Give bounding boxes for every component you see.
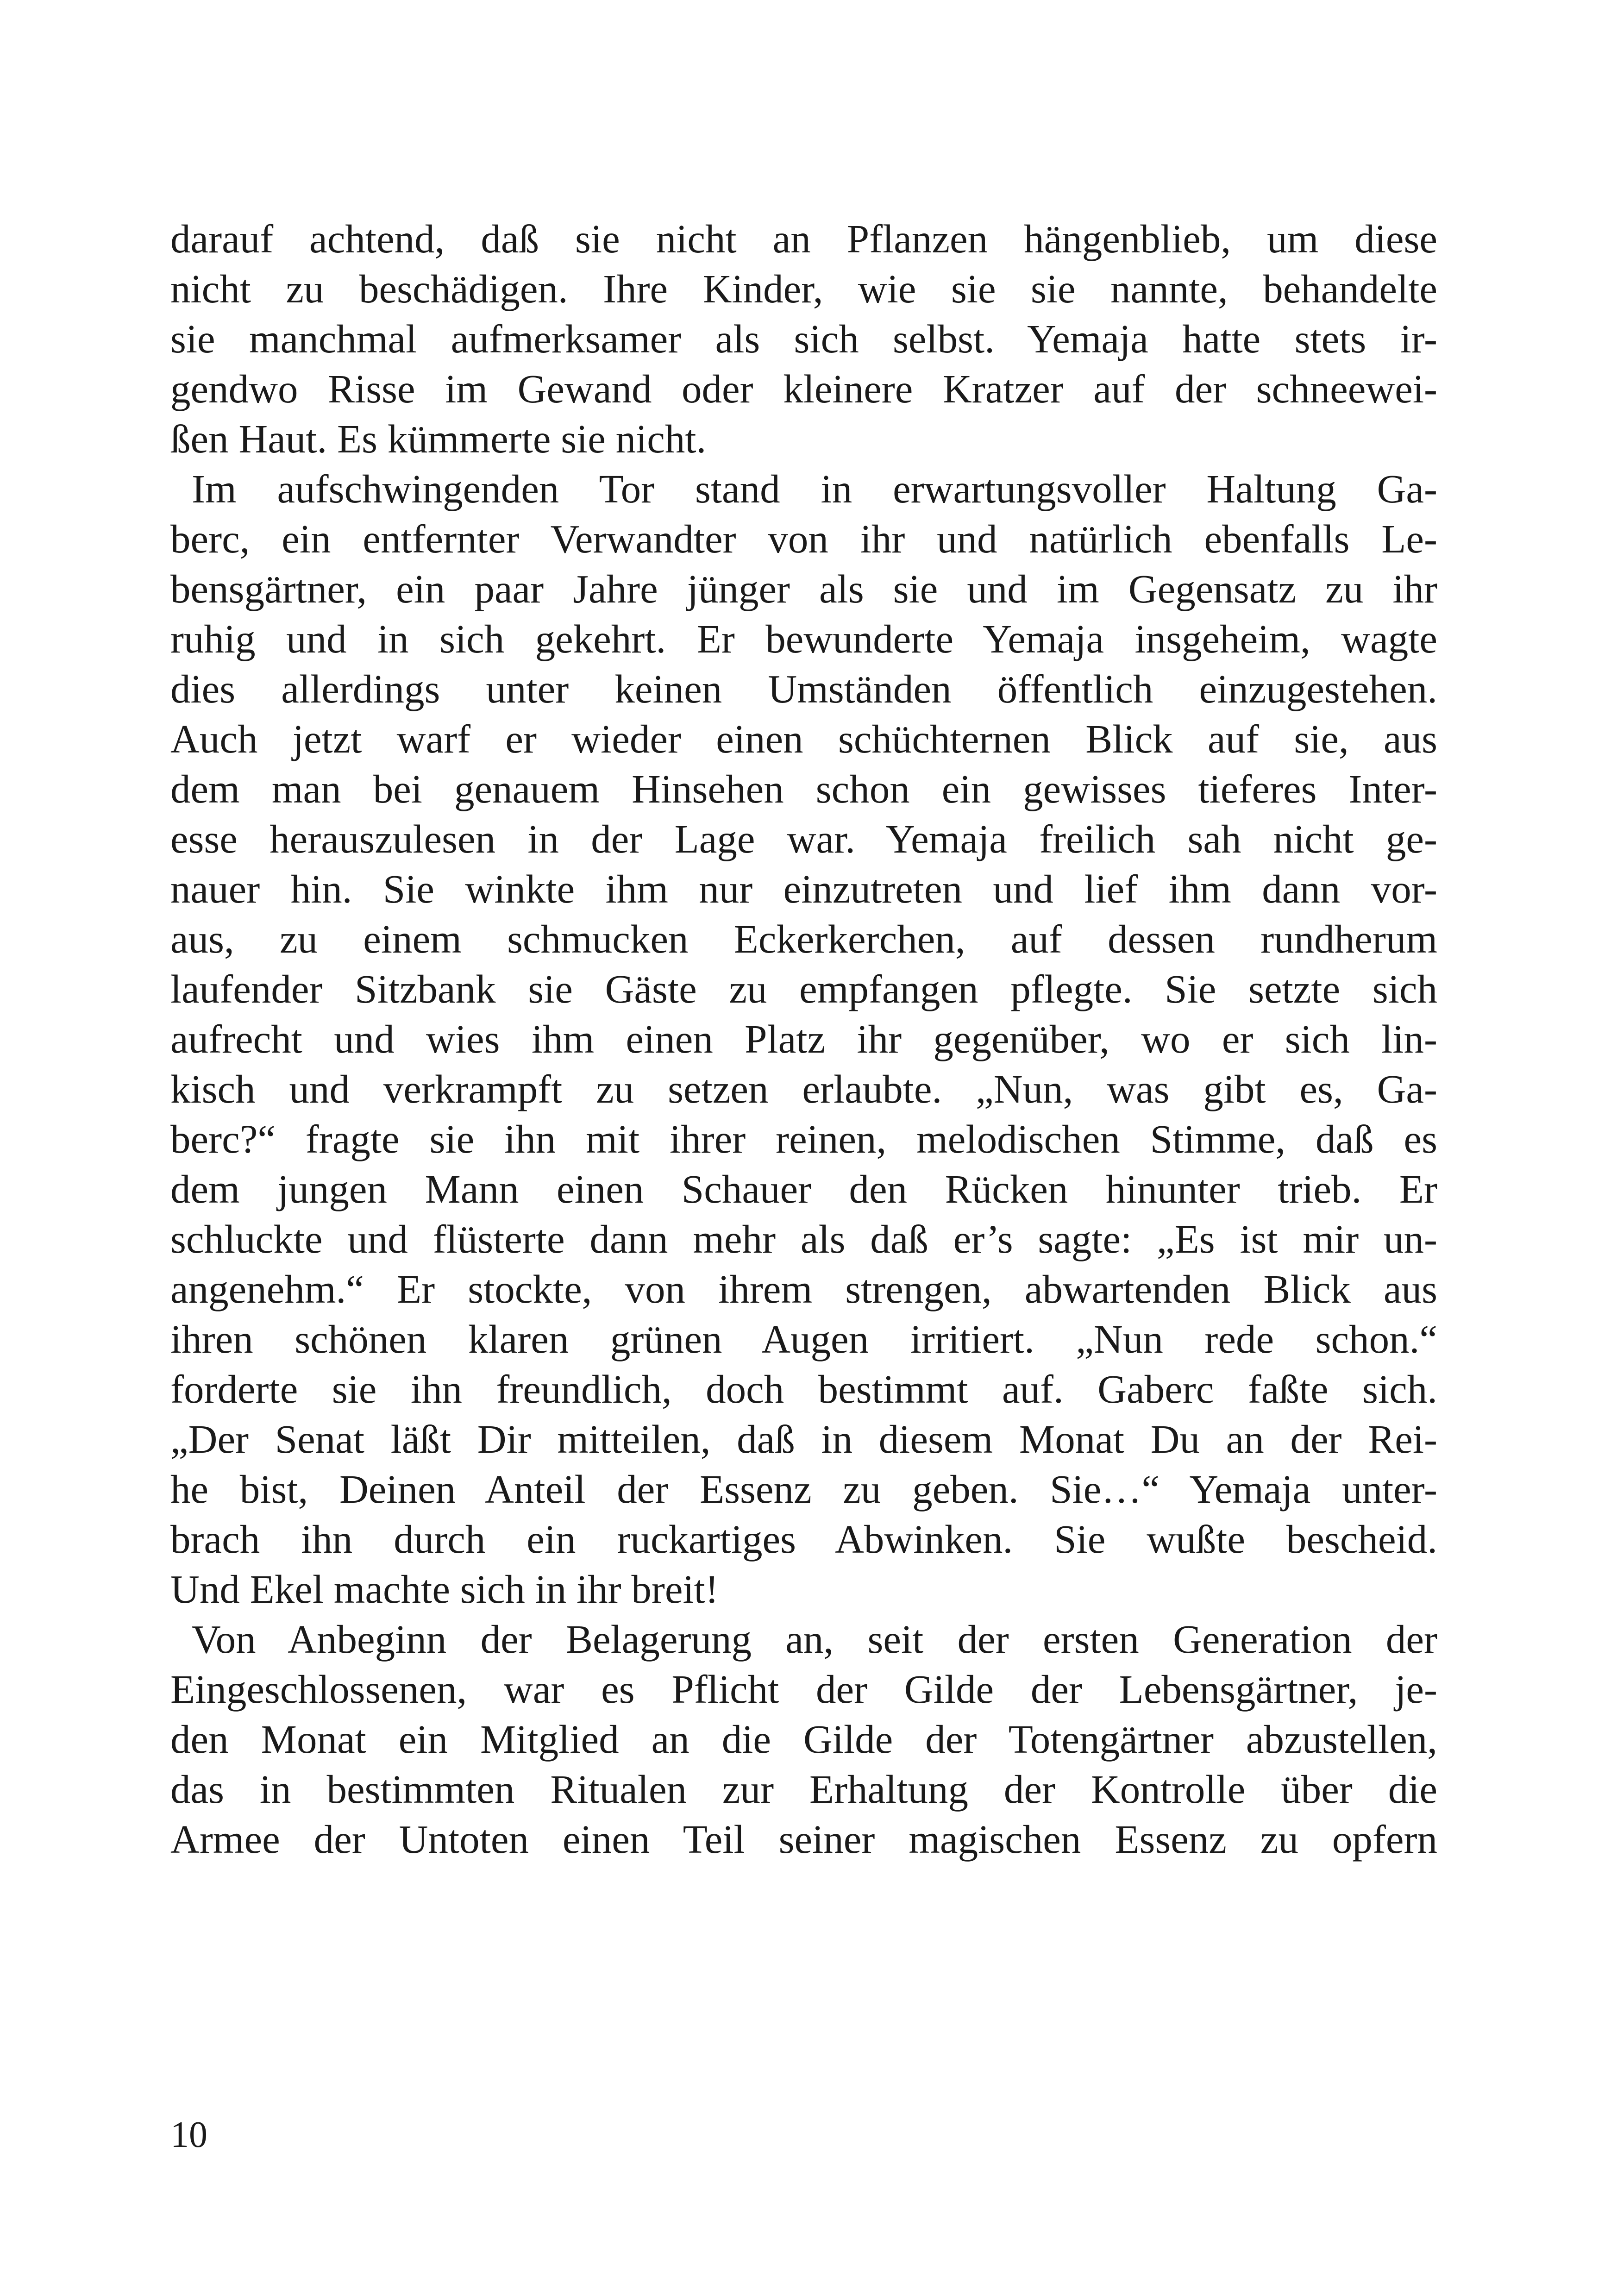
text-line: forderte sie ihn freundlich, doch bestimmt auf. Gaberc faßte sich. (170, 1367, 1437, 1411)
text-line: gendwo Risse im Gewand oder kleinere Kratzer auf der schneewei- (170, 366, 1437, 411)
text-line: darauf achtend, daß sie nicht an Pflanzen hängenblieb, um diese (170, 216, 1437, 261)
text-line: kisch und verkrampft zu setzen erlaubte. „Nun, was gibt es, Ga- (170, 1066, 1437, 1111)
text-line: aus, zu einem schmucken Eckerkerchen, auf dessen rundherum (170, 916, 1437, 961)
text-line: ßen Haut. Es kümmerte sie nicht. (170, 416, 707, 461)
paragraph (170, 214, 1437, 464)
text-line: „Der Senat läßt Dir mitteilen, daß in diesem Monat Du an der Rei- (170, 1417, 1437, 1462)
text-line: nauer hin. Sie winkte ihm nur einzutreten und lief ihm dann vor- (170, 866, 1437, 911)
text-line: bensgärtner, ein paar Jahre jünger als sie und im Gegensatz zu ihr (170, 566, 1437, 611)
text-line: laufender Sitzbank sie Gäste zu empfangen pflegte. Sie setzte sich (170, 966, 1437, 1011)
text-line: dem man bei genauem Hinsehen schon ein gewisses tieferes Inter- (170, 766, 1437, 811)
text-line: dem jungen Mann einen Schauer den Rücken hinunter trieb. Er (170, 1167, 1437, 1211)
text-line: ihren schönen klaren grünen Augen irritiert. „Nun rede schon.“ (170, 1317, 1437, 1361)
text-line: aufrecht und wies ihm einen Platz ihr gegenüber, wo er sich lin- (170, 1016, 1437, 1061)
text-line: dies allerdings unter keinen Umständen öffentlich einzugestehen. (170, 666, 1437, 711)
text-line: angenehm.“ Er stockte, von ihrem strengen, abwartenden Blick aus (170, 1267, 1437, 1311)
text-line: he bist, Deinen Anteil der Essenz zu geben. Sie…“ Yemaja unter- (170, 1467, 1437, 1512)
text-line: berc?“ fragte sie ihn mit ihrer reinen, melodischen Stimme, daß es (170, 1117, 1437, 1161)
text-line: ruhig und in sich gekehrt. Er bewunderte Yemaja insgeheim, wagte (170, 616, 1437, 661)
text-line: Armee der Untoten einen Teil seiner magischen Essenz zu opfern (170, 1817, 1437, 1862)
paragraph (170, 1614, 1437, 1864)
text-line: sie manchmal aufmerksamer als sich selbst. Yemaja hatte stets ir- (170, 316, 1437, 361)
text-line: nicht zu beschädigen. Ihre Kinder, wie sie sie nannte, behandelte (170, 266, 1437, 311)
body-text (170, 214, 1437, 1864)
text-line: brach ihn durch ein ruckartiges Abwinken. Sie wußte bescheid. (170, 1517, 1437, 1562)
text-line: den Monat ein Mitglied an die Gilde der Totengärtner abzustellen, (170, 1717, 1437, 1762)
text-line: berc, ein entfernter Verwandter von ihr und natürlich ebenfalls Le- (170, 516, 1437, 561)
text-line: esse herauszulesen in der Lage war. Yemaja freilich sah nicht ge- (170, 816, 1437, 861)
text-line: Eingeschlossenen, war es Pflicht der Gilde der Lebensgärtner, je- (170, 1667, 1437, 1712)
text-line: Von Anbeginn der Belagerung an, seit der ersten Generation der (192, 1617, 1437, 1662)
text-line: Im aufschwingenden Tor stand in erwartungsvoller Haltung Ga- (192, 466, 1437, 511)
paragraph (170, 464, 1437, 1614)
text-line: schluckte und flüsterte dann mehr als daß er’s sagte: „Es ist mir un- (170, 1217, 1437, 1261)
text-line: Auch jetzt warf er wieder einen schüchternen Blick auf sie, aus (170, 716, 1437, 761)
page-number: 10 (170, 2114, 207, 2155)
text-line: das in bestimmten Ritualen zur Erhaltung der Kontrolle über die (170, 1767, 1437, 1812)
text-line: Und Ekel machte sich in ihr breit! (170, 1567, 719, 1612)
